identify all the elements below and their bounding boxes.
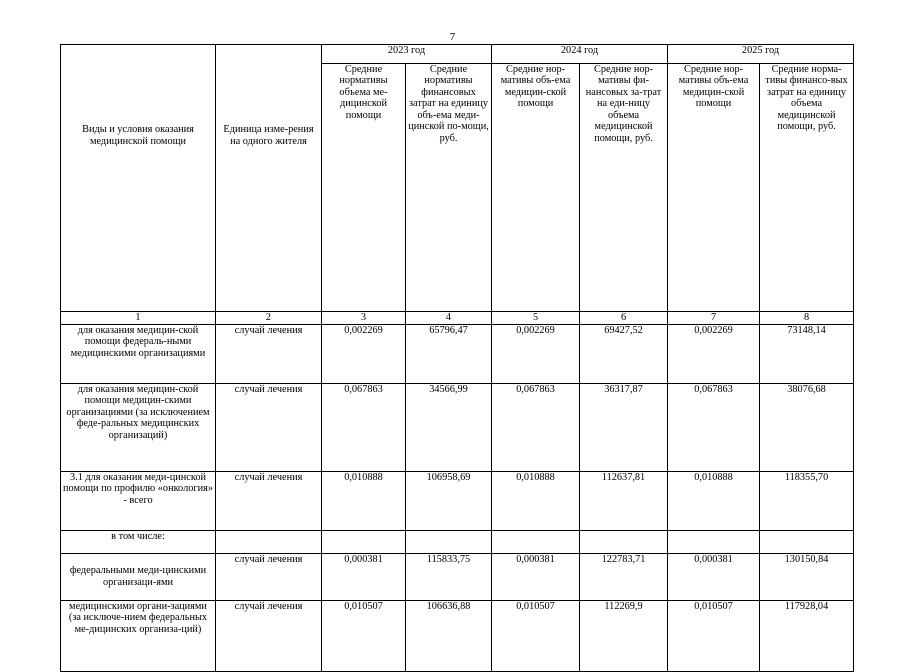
row-value: 69427,52 [580, 324, 668, 383]
row-value: 0,010888 [322, 471, 406, 530]
row-value: 115833,75 [406, 553, 492, 600]
row-description: для оказания медицин-ской помощи медицин-скими организациями (за исключением феде-ральных медицинских организаций) [61, 383, 216, 471]
row-value: 106958,69 [406, 471, 492, 530]
row-value: 118355,70 [760, 471, 854, 530]
col-number: 2 [216, 312, 322, 325]
header-sub-volume-2024: Средние нор-мативы объ-ема медицин-ской помощи [492, 63, 580, 311]
row-value: 130150,84 [760, 553, 854, 600]
table-row [61, 324, 854, 383]
row-value: 0,000381 [668, 553, 760, 600]
table-row [61, 471, 854, 530]
row-value: 0,002269 [322, 324, 406, 383]
row-description: 3.1 для оказания меди-цинской помощи по профилю «онкология» - всего [61, 471, 216, 530]
header-sub-cost-2025: Средние норма-тивы финансо-вых затрат на единицу объема медицинской помощи, руб. [760, 63, 854, 311]
row-value: 0,002269 [492, 324, 580, 383]
row-value: 36317,87 [580, 383, 668, 471]
row-unit: случай лечения [216, 553, 322, 600]
row-value: 0,010507 [668, 600, 760, 671]
row-value: 38076,68 [760, 383, 854, 471]
header-row-numbers [61, 312, 854, 325]
row-value: 73148,14 [760, 324, 854, 383]
header-sub-cost-2024: Средние нор-мативы фи-нансовых за-трат на еди-ницу объема медицинской помощи, руб. [580, 63, 668, 311]
header-kind: Виды и условия оказания медицинской помощи [61, 45, 216, 312]
row-value [760, 530, 854, 553]
col-number: 4 [406, 312, 492, 325]
row-value: 112637,81 [580, 471, 668, 530]
row-value: 0,000381 [492, 553, 580, 600]
row-value: 0,067863 [492, 383, 580, 471]
table-row [61, 553, 854, 600]
row-value: 65796,47 [406, 324, 492, 383]
row-unit: случай лечения [216, 600, 322, 671]
table-row [61, 600, 854, 671]
col-number: 1 [61, 312, 216, 325]
col-number: 5 [492, 312, 580, 325]
row-unit: случай лечения [216, 471, 322, 530]
row-value: 0,067863 [322, 383, 406, 471]
row-value: 0,000381 [322, 553, 406, 600]
row-value [492, 530, 580, 553]
table-row [61, 383, 854, 471]
col-number: 8 [760, 312, 854, 325]
row-description: в том числе: [61, 530, 216, 553]
col-number: 7 [668, 312, 760, 325]
row-value: 0,010507 [322, 600, 406, 671]
row-value: 117928,04 [760, 600, 854, 671]
row-description: для оказания медицин-ской помощи федераль-ными медицинскими организациями [61, 324, 216, 383]
header-year-2024: 2024 год [492, 45, 668, 64]
row-value: 34566,99 [406, 383, 492, 471]
row-value [668, 530, 760, 553]
row-value: 112269,9 [580, 600, 668, 671]
header-sub-volume-2025: Средние нор-мативы объ-ема медицин-ской помощи [668, 63, 760, 311]
row-value [406, 530, 492, 553]
row-value: 122783,71 [580, 553, 668, 600]
row-unit: случай лечения [216, 383, 322, 471]
row-value [580, 530, 668, 553]
header-unit: Единица изме-рения на одного жителя [216, 45, 322, 312]
header-year-2025: 2025 год [668, 45, 854, 64]
col-number: 6 [580, 312, 668, 325]
row-description: федеральными меди-цинскими организаци-ями [61, 553, 216, 600]
page-number: 7 [449, 31, 456, 43]
col-number: 3 [322, 312, 406, 325]
norms-table [60, 44, 854, 672]
row-value: 0,010507 [492, 600, 580, 671]
header-sub-cost-2023: Средние нормативы финансовых затрат на единицу объ-ема меди-цинской по-мощи, руб. [406, 63, 492, 311]
row-value: 0,010888 [668, 471, 760, 530]
row-value [322, 530, 406, 553]
row-value: 0,010888 [492, 471, 580, 530]
row-description: медицинскими органи-зациями (за исключе-нием федеральных ме-дицинских организа-ций) [61, 600, 216, 671]
header-row-years [61, 45, 854, 64]
row-value: 106636,88 [406, 600, 492, 671]
row-unit [216, 530, 322, 553]
table-row [61, 530, 854, 553]
header-sub-volume-2023: Средние нормативы объема ме-дицинской помощи [322, 63, 406, 311]
header-year-2023: 2023 год [322, 45, 492, 64]
row-unit: случай лечения [216, 324, 322, 383]
row-value: 0,002269 [668, 324, 760, 383]
row-value: 0,067863 [668, 383, 760, 471]
